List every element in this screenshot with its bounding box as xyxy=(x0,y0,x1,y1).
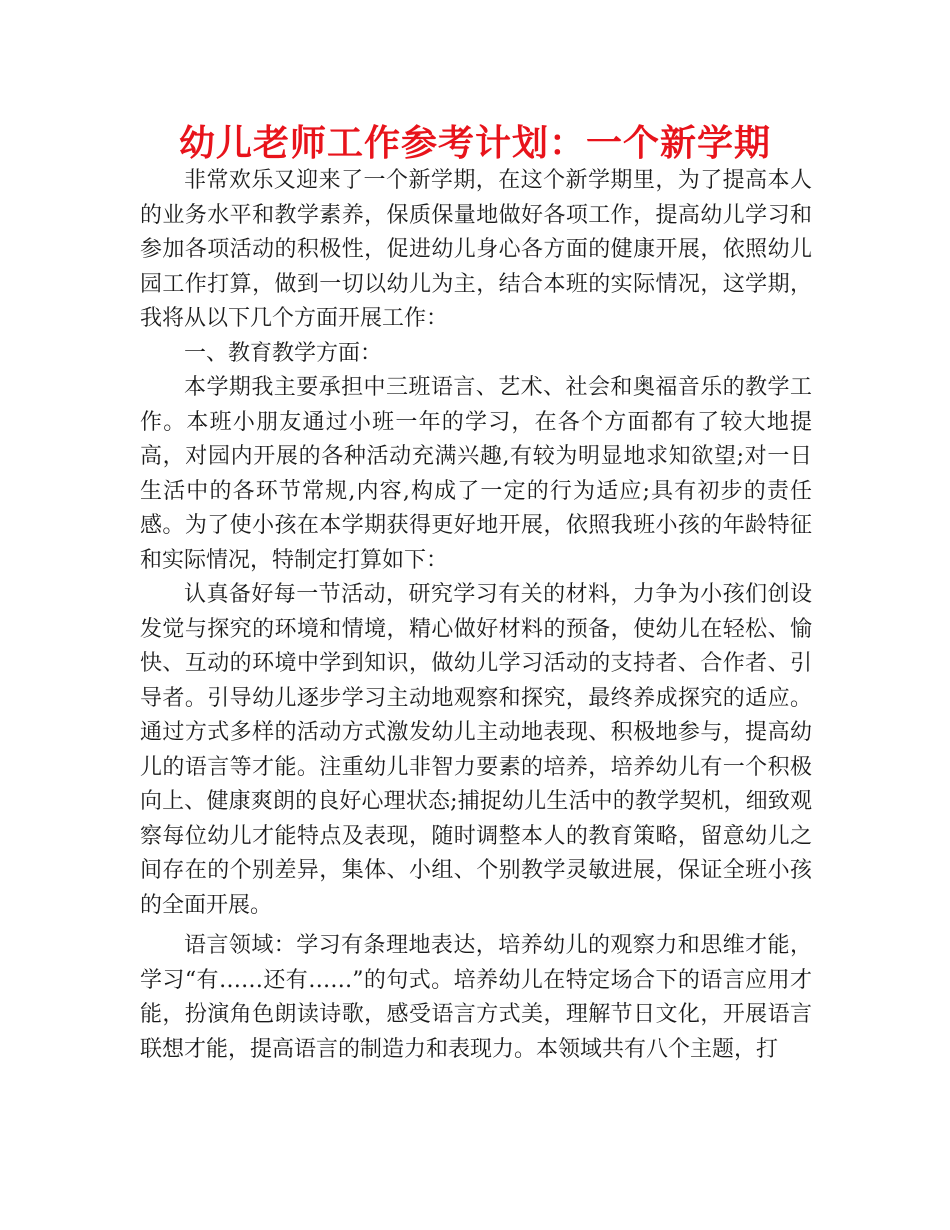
paragraph-language-domain: 语言领域：学习有条理地表达，培养幼儿的观察力和思维才能，学习“有……还有……”的句式。培养幼儿在特定场合下的语言应用才能，扮演角色朗读诗歌，感受语言方式美，理解节日文化，开展语言联想才能，提高语言的制造力和表现力。本领域共有八个主题，打 xyxy=(140,933,812,1062)
paragraph-teaching-approach: 认真备好每一节活动，研究学习有关的材料，力争为小孩们创设发觉与探究的环境和情境，精心做好材料的预备，使幼儿在轻松、愉快、互动的环境中学到知识，做幼儿学习活动的支持者、合作者、引导者。引导幼儿逐步学习主动地观察和探究，最终养成探究的适应。通过方式多样的活动方式激发幼儿主动地表现、积极地参与，提高幼儿的语言等才能。注重幼儿非智力要素的培养，培养幼儿有一个积极向上、健康爽朗的良好心理状态;捕捉幼儿生活中的教学契机，细致观察每位幼儿才能特点及表现，随时调整本人的教育策略，留意幼儿之间存在的个别差异，集体、小组、个别教学灵敏进展，保证全班小孩的全面开展。 xyxy=(140,582,812,918)
section-heading-teaching: 一、教育教学方面： xyxy=(184,340,383,366)
paragraph-intro: 非常欢乐又迎来了一个新学期，在这个新学期里，为了提高本人的业务水平和教学素养，保质保量地做好各项工作，提高幼儿学习和参加各项活动的积极性，促进幼儿身心各方面的健康开展，依照幼儿园工作打算，做到一切以幼儿为主，结合本班的实际情况，这学期，我将从以下几个方面开展工作： xyxy=(140,168,812,331)
document-body xyxy=(140,164,812,1067)
paragraph-class-overview: 本学期我主要承担中三班语言、艺术、社会和奥福音乐的教学工作。本班小朋友通过小班一年的学习，在各个方面都有了较大地提高，对园内开展的各种活动充满兴趣,有较为明显地求知欲望;对一日生活中的各环节常规,内容,构成了一定的行为适应;具有初步的责任感。为了使小孩在本学期获得更好地开展，依照我班小孩的年龄特征和实际情况，特制定打算如下： xyxy=(140,375,812,573)
document-title: 幼儿老师工作参考计划：一个新学期 xyxy=(178,123,771,164)
